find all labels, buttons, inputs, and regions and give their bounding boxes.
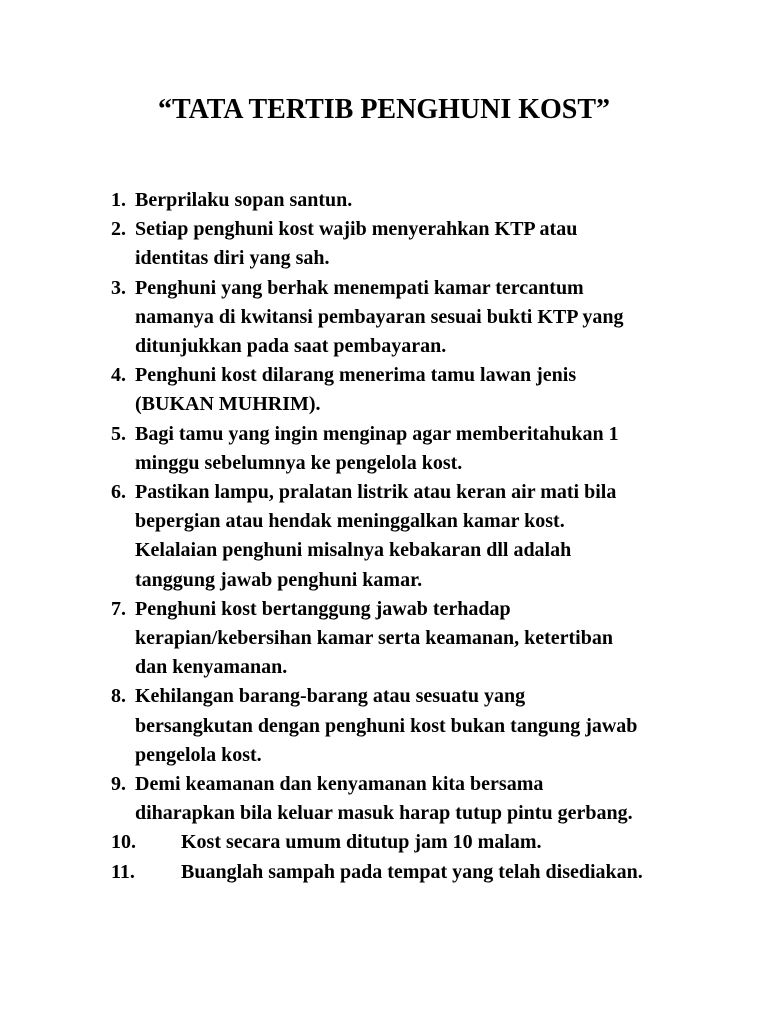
rule-text-line: diharapkan bila keluar masuk harap tutup pintu gerbang. xyxy=(135,802,633,825)
rule-item-2 xyxy=(111,215,751,273)
rule-number: 7. xyxy=(111,597,126,620)
rule-text-line: dan kenyamanan. xyxy=(135,656,288,679)
rule-number: 9. xyxy=(111,773,126,796)
rule-text-line: kerapian/kebersihan kamar serta keamanan, ketertiban xyxy=(135,627,613,650)
rule-text-line: Penghuni kost bertanggung jawab terhadap xyxy=(135,597,511,620)
rules-list xyxy=(111,186,751,887)
rule-text-line: Pastikan lampu, pralatan listrik atau keran air mati bila xyxy=(135,481,617,504)
rule-number: 10. xyxy=(111,831,136,854)
rule-item-4 xyxy=(111,361,751,419)
rule-text-line: bepergian atau hendak meninggalkan kamar kost. xyxy=(135,510,565,533)
rule-item-10 xyxy=(111,828,751,857)
rule-number: 4. xyxy=(111,364,126,387)
rule-item-3 xyxy=(111,274,751,362)
rule-text-line: tanggung jawab penghuni kamar. xyxy=(135,568,423,591)
rule-text-line: Bagi tamu yang ingin menginap agar memberitahukan 1 xyxy=(135,422,619,445)
rule-number: 1. xyxy=(111,189,126,211)
rule-text-line: bersangkutan dengan penghuni kost bukan tangung jawab xyxy=(135,714,638,737)
rule-text-line: Penghuni kost dilarang menerima tamu lawan jenis xyxy=(135,364,577,387)
rule-item-6 xyxy=(111,478,751,595)
rule-number: 3. xyxy=(111,276,126,299)
rule-text-line: Kelalaian penghuni misalnya kebakaran dll adalah xyxy=(135,539,572,562)
rule-number: 2. xyxy=(111,218,126,241)
rule-text-line: namanya di kwitansi pembayaran sesuai bukti KTP yang xyxy=(135,305,624,328)
rule-item-11 xyxy=(111,858,751,887)
rule-text-line: Berprilaku sopan santun. xyxy=(135,189,353,211)
rule-text-line: (BUKAN MUHRIM). xyxy=(135,393,321,416)
rule-item-1 xyxy=(111,186,751,215)
rule-text-line: ditunjukkan pada saat pembayaran. xyxy=(135,335,447,358)
rule-item-5 xyxy=(111,420,751,478)
rule-text-line: Buanglah sampah pada tempat yang telah disediakan. xyxy=(181,860,643,883)
rule-text-line: pengelola kost. xyxy=(135,743,262,766)
rule-text-line: Penghuni yang berhak menempati kamar tercantum xyxy=(135,276,584,299)
rule-text-line: identitas diri yang sah. xyxy=(135,247,330,270)
rule-text-line: Kehilangan barang-barang atau sesuatu yang xyxy=(135,685,526,708)
rule-number: 11. xyxy=(111,860,135,883)
document-title: “TATA TERTIB PENGHUNI KOST” xyxy=(157,94,611,125)
rule-text-line: minggu sebelumnya ke pengelola kost. xyxy=(135,451,463,474)
rule-item-7 xyxy=(111,595,751,683)
rule-item-9 xyxy=(111,770,751,828)
rule-number: 8. xyxy=(111,685,126,708)
rule-item-8 xyxy=(111,682,751,770)
rule-text-line: Kost secara umum ditutup jam 10 malam. xyxy=(181,831,542,854)
rule-number: 5. xyxy=(111,422,126,445)
rule-text-line: Setiap penghuni kost wajib menyerahkan KTP atau xyxy=(135,218,578,241)
rule-text-line: Demi keamanan dan kenyamanan kita bersama xyxy=(135,773,544,796)
rule-number: 6. xyxy=(111,481,126,504)
